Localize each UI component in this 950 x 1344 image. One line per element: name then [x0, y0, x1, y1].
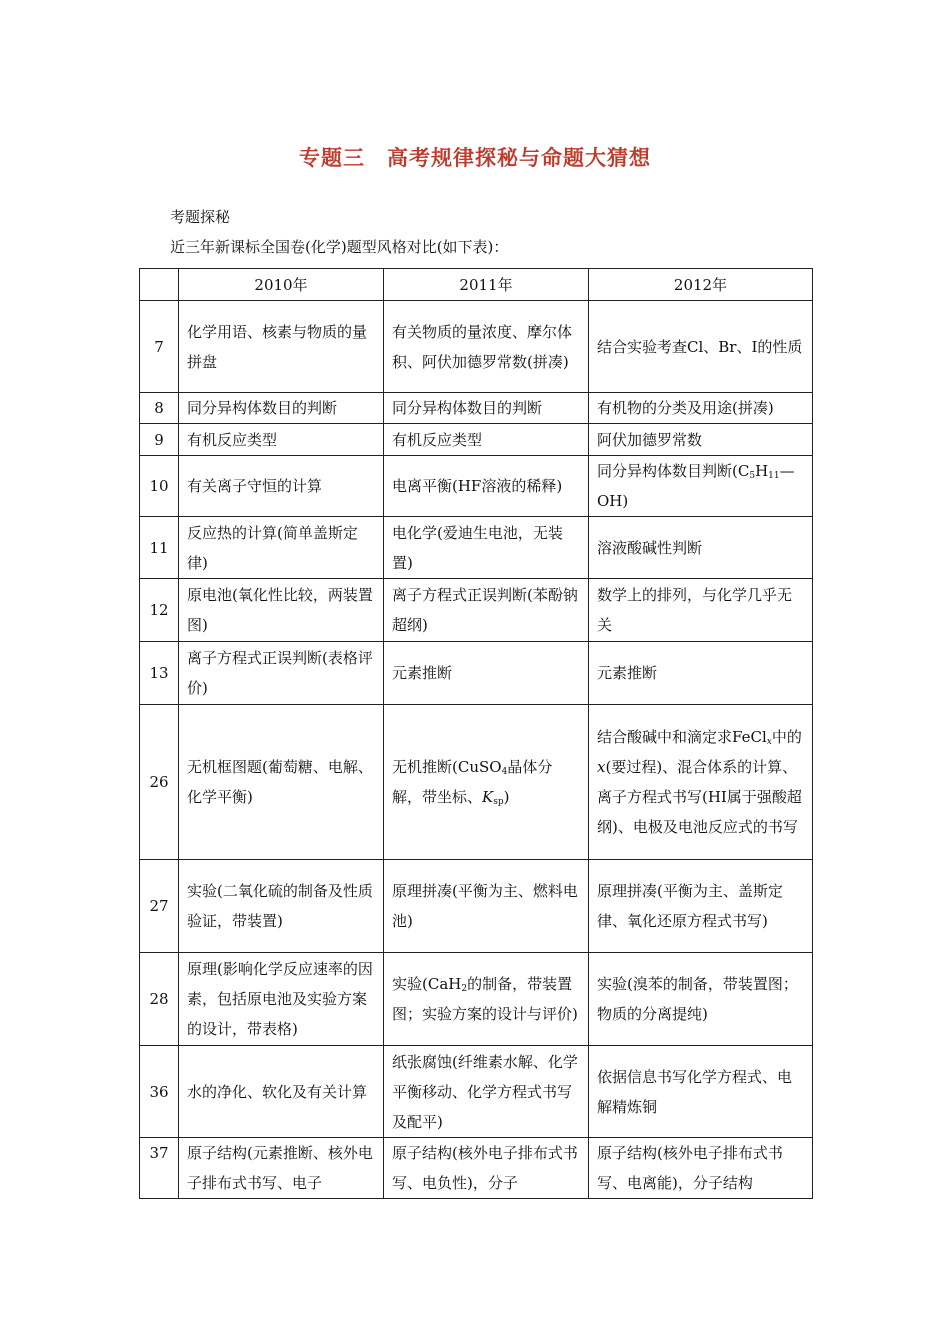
- cell-2012: [589, 456, 813, 517]
- table-row: [140, 301, 813, 393]
- subscript: 4: [501, 767, 508, 777]
- cell-2012: [589, 705, 813, 860]
- cell-text: 结合酸碱中和滴定求FeCl: [597, 728, 767, 746]
- subscript: 11: [768, 471, 780, 481]
- question-number: 36: [140, 1046, 179, 1138]
- subscript: 2: [461, 984, 468, 994]
- cell-2010: 反应热的计算(简单盖斯定律): [179, 517, 384, 579]
- cell-text: ): [503, 788, 510, 806]
- cell-2011: 电化学(爱迪生电池，无装置): [384, 517, 589, 579]
- cell-text: 中的: [771, 728, 802, 746]
- question-number: 8: [140, 393, 179, 424]
- table-row: [140, 517, 813, 579]
- cell-text: H: [755, 462, 769, 480]
- table-row: [140, 456, 813, 517]
- cell-text: 同分异构体数目判断(C: [597, 462, 750, 480]
- table-row: [140, 1138, 813, 1199]
- intro-text: 近三年新课标全国卷(化学)题型风格对比(如下表)：: [170, 238, 509, 256]
- question-number: 28: [140, 953, 179, 1046]
- cell-2011: 元素推断: [384, 642, 589, 705]
- cell-2012: 溶液酸碱性判断: [589, 517, 813, 579]
- cell-2010: 水的净化、软化及有关计算: [179, 1046, 384, 1138]
- cell-2012: 实验(溴苯的制备，带装置图；物质的分离提纯): [589, 953, 813, 1046]
- question-number: 37: [140, 1138, 179, 1199]
- cell-text: 晶体分解，带坐标、: [392, 758, 553, 806]
- variable-x: x: [597, 758, 606, 776]
- table-row: [140, 705, 813, 860]
- cell-2011: 有机反应类型: [384, 424, 589, 456]
- cell-text: 的制备，带装置图；实验方案的设计与评价): [392, 975, 578, 1023]
- cell-2012: 结合实验考查Cl、Br、I的性质: [589, 301, 813, 393]
- cell-2010: 原子结构(元素推断、核外电子排布式书写、电子: [179, 1138, 384, 1199]
- cell-2012: 有机物的分类及用途(拼凑): [589, 393, 813, 424]
- subscript: 5: [749, 471, 756, 481]
- header-2012: 2012年: [589, 269, 813, 301]
- cell-2011: [384, 953, 589, 1046]
- cell-2010: 化学用语、核素与物质的量拼盘: [179, 301, 384, 393]
- header-num: [140, 269, 179, 301]
- cell-2011: 纸张腐蚀(纤维素水解、化学平衡移动、化学方程式书写及配平): [384, 1046, 589, 1138]
- subscript: x: [766, 737, 772, 747]
- cell-2010: 原理(影响化学反应速率的因素，包括原电池及实验方案的设计，带表格): [179, 953, 384, 1046]
- question-number: 26: [140, 705, 179, 860]
- table-header-row: [140, 269, 813, 301]
- header-2011: 2011年: [384, 269, 589, 301]
- cell-2010: 实验(二氧化硫的制备及性质验证，带装置): [179, 860, 384, 953]
- cell-2010: 同分异构体数目的判断: [179, 393, 384, 424]
- cell-2010: 无机框图题(葡萄糖、电解、化学平衡): [179, 705, 384, 860]
- cell-2011: 电离平衡(HF溶液的稀释): [384, 456, 589, 517]
- cell-text: (要过程)、混合体系的计算、离子方程式书写(HI属于强酸超纲)、电极及电池反应式的书写: [597, 758, 802, 836]
- table-row: [140, 1046, 813, 1138]
- cell-2011: 有关物质的量浓度、摩尔体积、阿伏加德罗常数(拼凑): [384, 301, 589, 393]
- header-2010: 2010年: [179, 269, 384, 301]
- cell-2011: 原子结构(核外电子排布式书写、电负性)，分子: [384, 1138, 589, 1199]
- cell-2012: 原子结构(核外电子排布式书写、电离能)，分子结构: [589, 1138, 813, 1199]
- question-number: 13: [140, 642, 179, 705]
- question-number: 9: [140, 424, 179, 456]
- subscript: sp: [493, 797, 504, 807]
- page-title: 专题三 高考规律探秘与命题大猜想: [299, 146, 651, 170]
- cell-2010: 离子方程式正误判断(表格评价): [179, 642, 384, 705]
- table-row: [140, 424, 813, 456]
- cell-2010: 有关离子守恒的计算: [179, 456, 384, 517]
- table-row: [140, 642, 813, 705]
- table-row: [140, 953, 813, 1046]
- cell-text: 无机推断(CuSO: [392, 758, 502, 776]
- ksp-symbol: K: [482, 788, 494, 806]
- question-number: 12: [140, 579, 179, 642]
- table-row: [140, 579, 813, 642]
- table-row: [140, 860, 813, 953]
- question-number: 11: [140, 517, 179, 579]
- cell-2010: 原电池(氧化性比较，两装置图): [179, 579, 384, 642]
- table-row: [140, 393, 813, 424]
- cell-2011: 离子方程式正误判断(苯酚钠超纲): [384, 579, 589, 642]
- cell-2012: 原理拼凑(平衡为主、盖斯定律、氧化还原方程式书写): [589, 860, 813, 953]
- cell-text: —OH): [597, 462, 795, 510]
- cell-2012: 元素推断: [589, 642, 813, 705]
- question-number: 7: [140, 301, 179, 393]
- cell-2012: 数学上的排列，与化学几乎无关: [589, 579, 813, 642]
- cell-text: 实验(CaH: [392, 975, 462, 993]
- section-heading: 考题探秘: [170, 208, 231, 226]
- cell-2011: 原理拼凑(平衡为主、燃料电池): [384, 860, 589, 953]
- question-number: 27: [140, 860, 179, 953]
- cell-2011: [384, 705, 589, 860]
- cell-2012: 阿伏加德罗常数: [589, 424, 813, 456]
- cell-2012: 依据信息书写化学方程式、电解精炼铜: [589, 1046, 813, 1138]
- cell-2011: 同分异构体数目的判断: [384, 393, 589, 424]
- cell-2010: 有机反应类型: [179, 424, 384, 456]
- comparison-table: [139, 268, 813, 1199]
- question-number: 10: [140, 456, 179, 517]
